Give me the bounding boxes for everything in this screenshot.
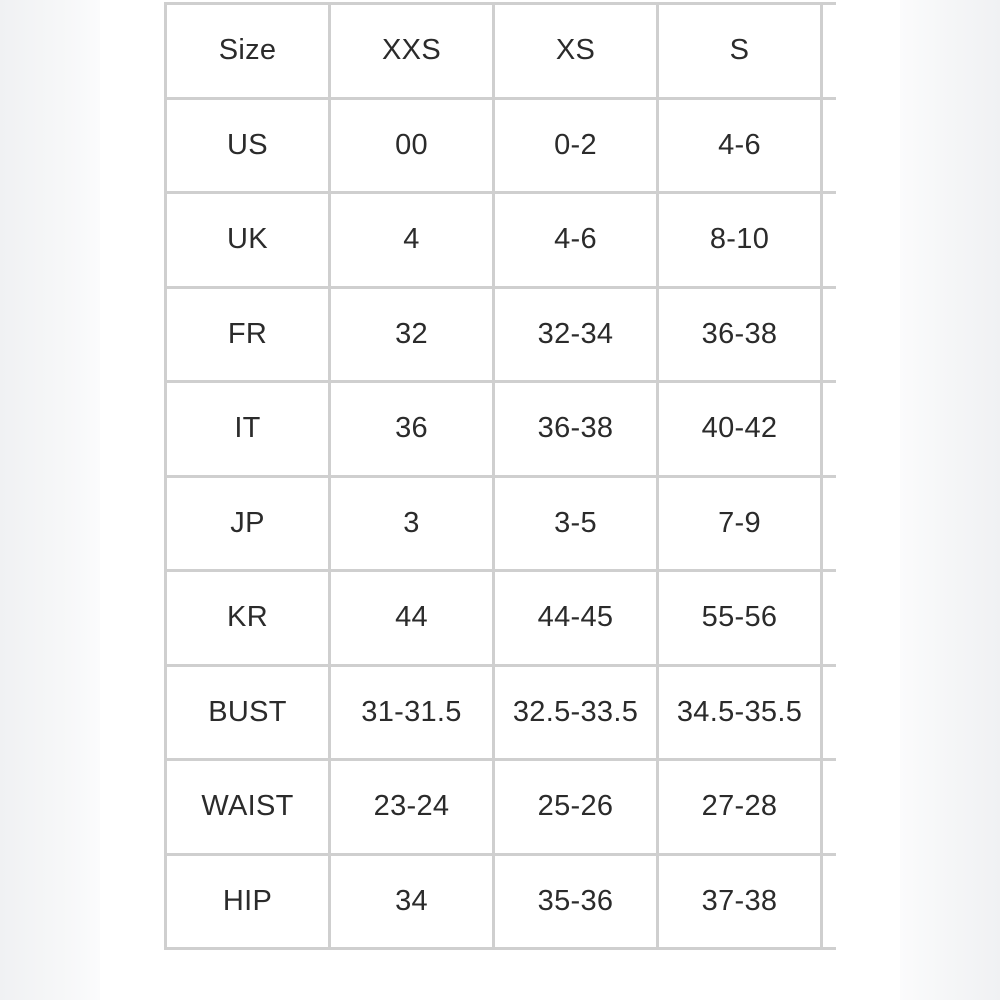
table-cell: 44-45 [494,571,658,666]
size-chart-clip [164,2,836,982]
table-cell: 35-36 [494,854,658,949]
table-header-cell [822,4,837,99]
table-cell: 36-38 [658,287,822,382]
table-cell [822,382,837,477]
table-cell: 25-26 [494,760,658,855]
row-label-cell: WAIST [166,760,330,855]
table-row [166,287,837,382]
table-cell: 34.5-35.5 [658,665,822,760]
size-chart-body [166,4,837,949]
table-header-cell: S [658,4,822,99]
row-label-cell: HIP [166,854,330,949]
table-cell: 3-5 [494,476,658,571]
table-cell: 37-38 [658,854,822,949]
table-header-cell: XXS [330,4,494,99]
row-label-cell: UK [166,193,330,288]
table-header-cell: XS [494,4,658,99]
table-cell: 34 [330,854,494,949]
table-cell: 55-56 [658,571,822,666]
table-cell [822,193,837,288]
table-row [166,382,837,477]
table-row [166,665,837,760]
row-label-cell: BUST [166,665,330,760]
table-cell: 8-10 [658,193,822,288]
right-margin-shade [900,0,1000,1000]
table-cell [822,760,837,855]
row-label-cell: US [166,98,330,193]
table-cell: 23-24 [330,760,494,855]
size-chart-page [100,0,900,1000]
table-cell [822,571,837,666]
table-row [166,193,837,288]
table-cell: 27-28 [658,760,822,855]
table-cell: 00 [330,98,494,193]
table-row [166,760,837,855]
table-cell: 4-6 [494,193,658,288]
row-label-cell: JP [166,476,330,571]
table-row [166,854,837,949]
row-label-cell: IT [166,382,330,477]
table-cell: 32.5-33.5 [494,665,658,760]
table-cell: 4 [330,193,494,288]
table-cell: 7-9 [658,476,822,571]
table-cell: 40-42 [658,382,822,477]
left-margin-shade [0,0,100,1000]
table-row [166,476,837,571]
table-cell: 31-31.5 [330,665,494,760]
table-cell: 32-34 [494,287,658,382]
table-cell: 44 [330,571,494,666]
table-cell: 32 [330,287,494,382]
table-cell [822,287,837,382]
table-row [166,571,837,666]
row-label-cell: FR [166,287,330,382]
row-label-cell: KR [166,571,330,666]
table-cell: 36 [330,382,494,477]
table-row [166,98,837,193]
table-cell: 4-6 [658,98,822,193]
size-chart-table [164,2,836,950]
table-header-label: Size [166,4,330,99]
table-cell [822,98,837,193]
table-header-row [166,4,837,99]
table-cell: 3 [330,476,494,571]
table-cell: 0-2 [494,98,658,193]
table-cell [822,665,837,760]
table-cell [822,476,837,571]
table-cell [822,854,837,949]
table-cell: 36-38 [494,382,658,477]
